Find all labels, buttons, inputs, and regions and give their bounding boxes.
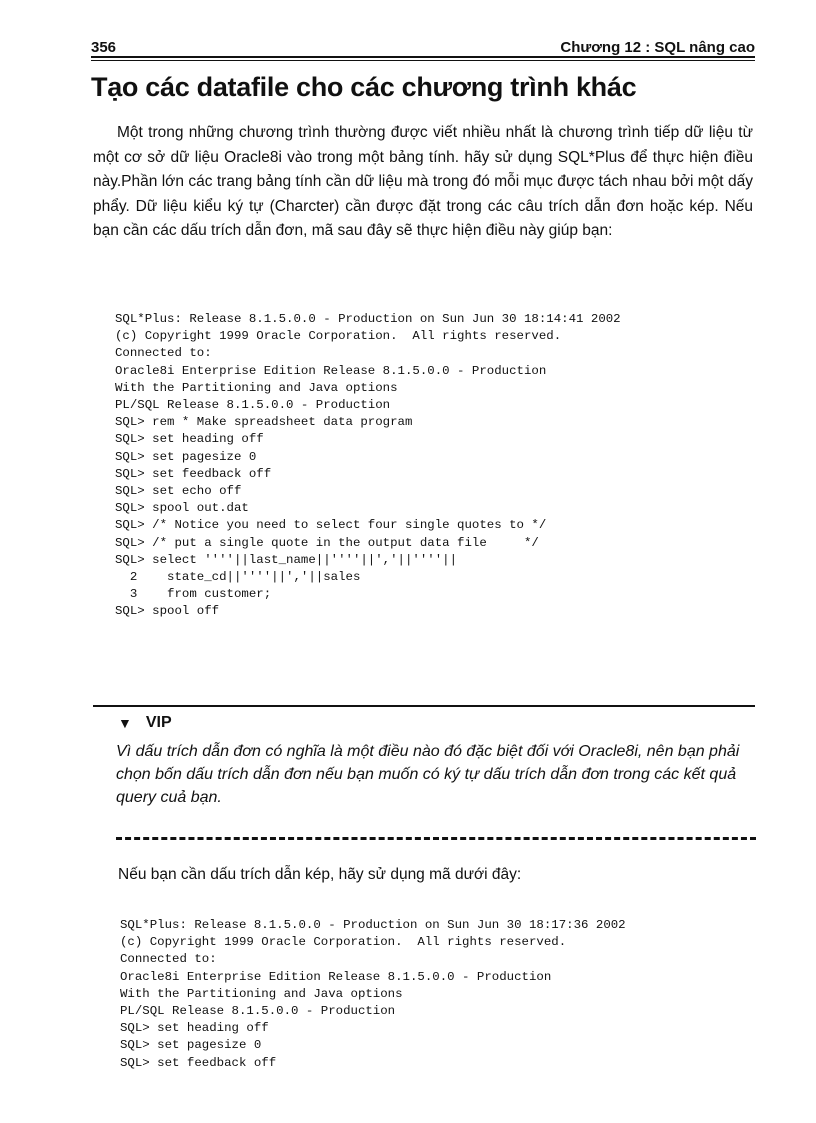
code-line: SQL> set pagesize 0 xyxy=(120,1038,262,1053)
code-line: SQL*Plus: Release 8.1.5.0.0 - Production on Sun Jun 30 18:14:41 2002 xyxy=(115,312,621,326)
chapter-title: Chương 12 : SQL nâng cao xyxy=(560,39,755,56)
code-line: 3 from customer; xyxy=(115,587,272,602)
code-block-double-quotes xyxy=(120,917,626,1072)
code-line: SQL> set feedback off xyxy=(120,1055,277,1070)
code-line: SQL> spool out.dat xyxy=(115,501,249,516)
code-line: SQL> /* put a single quote in the output data file */ xyxy=(115,535,539,550)
section-title: Tạo các datafile cho các chương trình khác xyxy=(91,72,637,102)
code-line: Oracle8i Enterprise Edition Release 8.1.5.0.0 - Production xyxy=(120,969,552,984)
triangle-down-icon: ▼ xyxy=(118,715,132,731)
code-line: SQL> set pagesize 0 xyxy=(115,449,257,464)
vip-rule-bottom xyxy=(116,837,756,840)
page-header xyxy=(91,30,755,56)
code-line: PL/SQL Release 8.1.5.0.0 - Production xyxy=(115,398,391,413)
double-quote-intro: Nếu bạn cần dấu trích dẫn kép, hãy sử dụng mã dưới đây: xyxy=(118,866,522,883)
intro-paragraph: Một trong những chương trình thường được viết nhiều nhất là chương trình tiếp dữ liệu từ một cơ sở dữ liệu Oracle8i vào trong một bảng tính. hãy sử dụng SQL*Plus để thực hiện điều này.Phần lớn các trang bảng tính cần dữ liệu mà trong đó mỗi mục được tách nhau bởi một dấy phẩy. Dữ liệu kiểu ký tự (Charcter) cần được đặt trong các câu trích dẫn đơn hoặc kép. Nếu bạn cần các dấu trích dẫn đơn, mã sau đây sẽ thực hiện điều này giúp bạn: xyxy=(93,124,753,239)
code-line: With the Partitioning and Java options xyxy=(120,986,403,1001)
code-line: SQL> set feedback off xyxy=(115,466,272,481)
code-line: (c) Copyright 1999 Oracle Corporation. All rights reserved. xyxy=(120,935,567,950)
code-line: 2 state_cd||''''||','||sales xyxy=(115,570,361,585)
code-line: PL/SQL Release 8.1.5.0.0 - Production xyxy=(120,1004,396,1019)
code-line: SQL> set echo off xyxy=(115,484,242,499)
code-line: SQL> set heading off xyxy=(115,432,264,447)
code-line: SQL> select ''''||last_name||''''||','||''''|| xyxy=(115,552,458,567)
code-line: Oracle8i Enterprise Edition Release 8.1.5.0.0 - Production xyxy=(115,363,547,378)
code-line: SQL> rem * Make spreadsheet data program xyxy=(115,415,413,430)
page-number: 356 xyxy=(91,39,117,56)
header-rule xyxy=(91,56,755,61)
code-line: SQL*Plus: Release 8.1.5.0.0 - Production on Sun Jun 30 18:17:36 2002 xyxy=(120,918,626,932)
code-block-single-quotes xyxy=(115,311,621,621)
code-line: SQL> set heading off xyxy=(120,1021,269,1036)
vip-note: Vì dấu trích dẫn đơn có nghĩa là một điều nào đó đặc biệt đối với Oracle8i, nên bạn phải chọn bốn dấu trích dẫn đơn nếu bạn muốn có ký tự dấu trích dẫn đơn trong các kết quả query cuả bạn. xyxy=(116,743,740,806)
vip-label: VIP xyxy=(145,714,172,731)
code-line: SQL> spool off xyxy=(115,604,220,619)
code-line: Connected to: xyxy=(115,346,212,361)
vip-heading xyxy=(118,714,172,732)
vip-rule-top xyxy=(93,705,755,707)
code-line: (c) Copyright 1999 Oracle Corporation. All rights reserved. xyxy=(115,329,562,344)
code-line: Connected to: xyxy=(120,952,217,967)
code-line: With the Partitioning and Java options xyxy=(115,380,398,395)
code-line: SQL> /* Notice you need to select four single quotes to */ xyxy=(115,518,547,533)
